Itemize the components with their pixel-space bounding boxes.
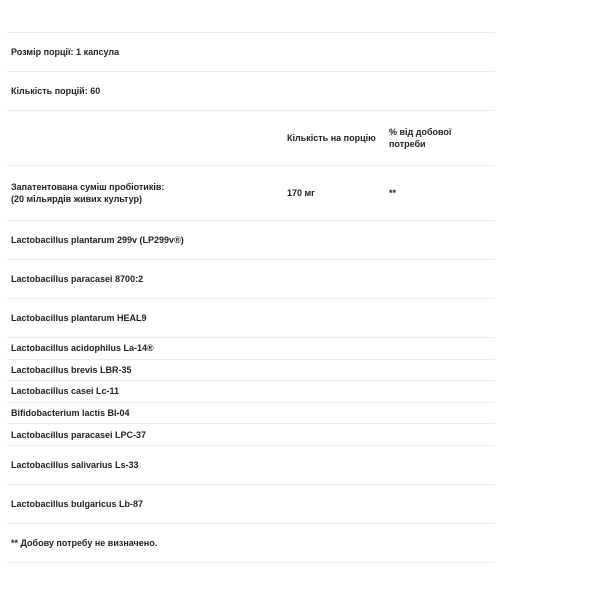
table-row: [7, 260, 495, 299]
serving-size: Розмір порції: 1 капсула: [11, 47, 120, 57]
daily-value-header-line2: потреби: [389, 139, 426, 149]
table-row: [7, 446, 495, 485]
strain-name: Lactobacillus acidophilus La-14®: [11, 343, 154, 354]
footnote-row: [7, 524, 495, 563]
strain-name: Lactobacillus paracasei LPC-37: [11, 429, 147, 440]
strain-name: Lactobacillus casei Lc-11: [11, 386, 120, 397]
blend-name-line1: Запатентована суміш пробіотиків:: [11, 182, 165, 192]
daily-value-header: [389, 126, 469, 150]
table-row: [7, 221, 495, 260]
blend-name: [11, 181, 164, 205]
blend-daily-value: **: [389, 188, 397, 198]
table-row: [7, 403, 495, 425]
table-row: [7, 485, 495, 524]
daily-value-header-line1: % від добової: [389, 127, 452, 137]
servings-count: Кількість порцій: 60: [11, 86, 101, 96]
servings-row: [7, 72, 495, 111]
footnote: ** Добову потребу не визначено.: [11, 537, 158, 548]
blend-amount: 170 мг: [287, 188, 315, 198]
amount-header: Кількість на порцію: [287, 133, 376, 143]
supplement-facts-table: [7, 32, 495, 563]
strain-name: Lactobacillus bulgaricus Lb-87: [11, 498, 144, 509]
blend-row: [7, 166, 495, 221]
strain-name: Lactobacillus brevis LBR-35: [11, 364, 132, 375]
serving-size-row: [7, 33, 495, 72]
strain-name: Lactobacillus plantarum 299v (LP299v®): [11, 235, 184, 245]
table-row: [7, 338, 495, 360]
strain-name: Lactobacillus salivarius Ls-33: [11, 459, 139, 470]
strain-name: Lactobacillus plantarum HEAL9: [11, 313, 147, 323]
strain-name: Bifidobacterium lactis Bl-04: [11, 408, 130, 419]
blend-name-line2: (20 мільярдів живих культур): [11, 194, 143, 204]
strain-name: Lactobacillus paracasei 8700:2: [11, 274, 144, 284]
table-row: [7, 424, 495, 446]
table-row: [7, 381, 495, 403]
table-row: [7, 299, 495, 338]
table-header-row: [7, 111, 495, 166]
table-row: [7, 360, 495, 382]
